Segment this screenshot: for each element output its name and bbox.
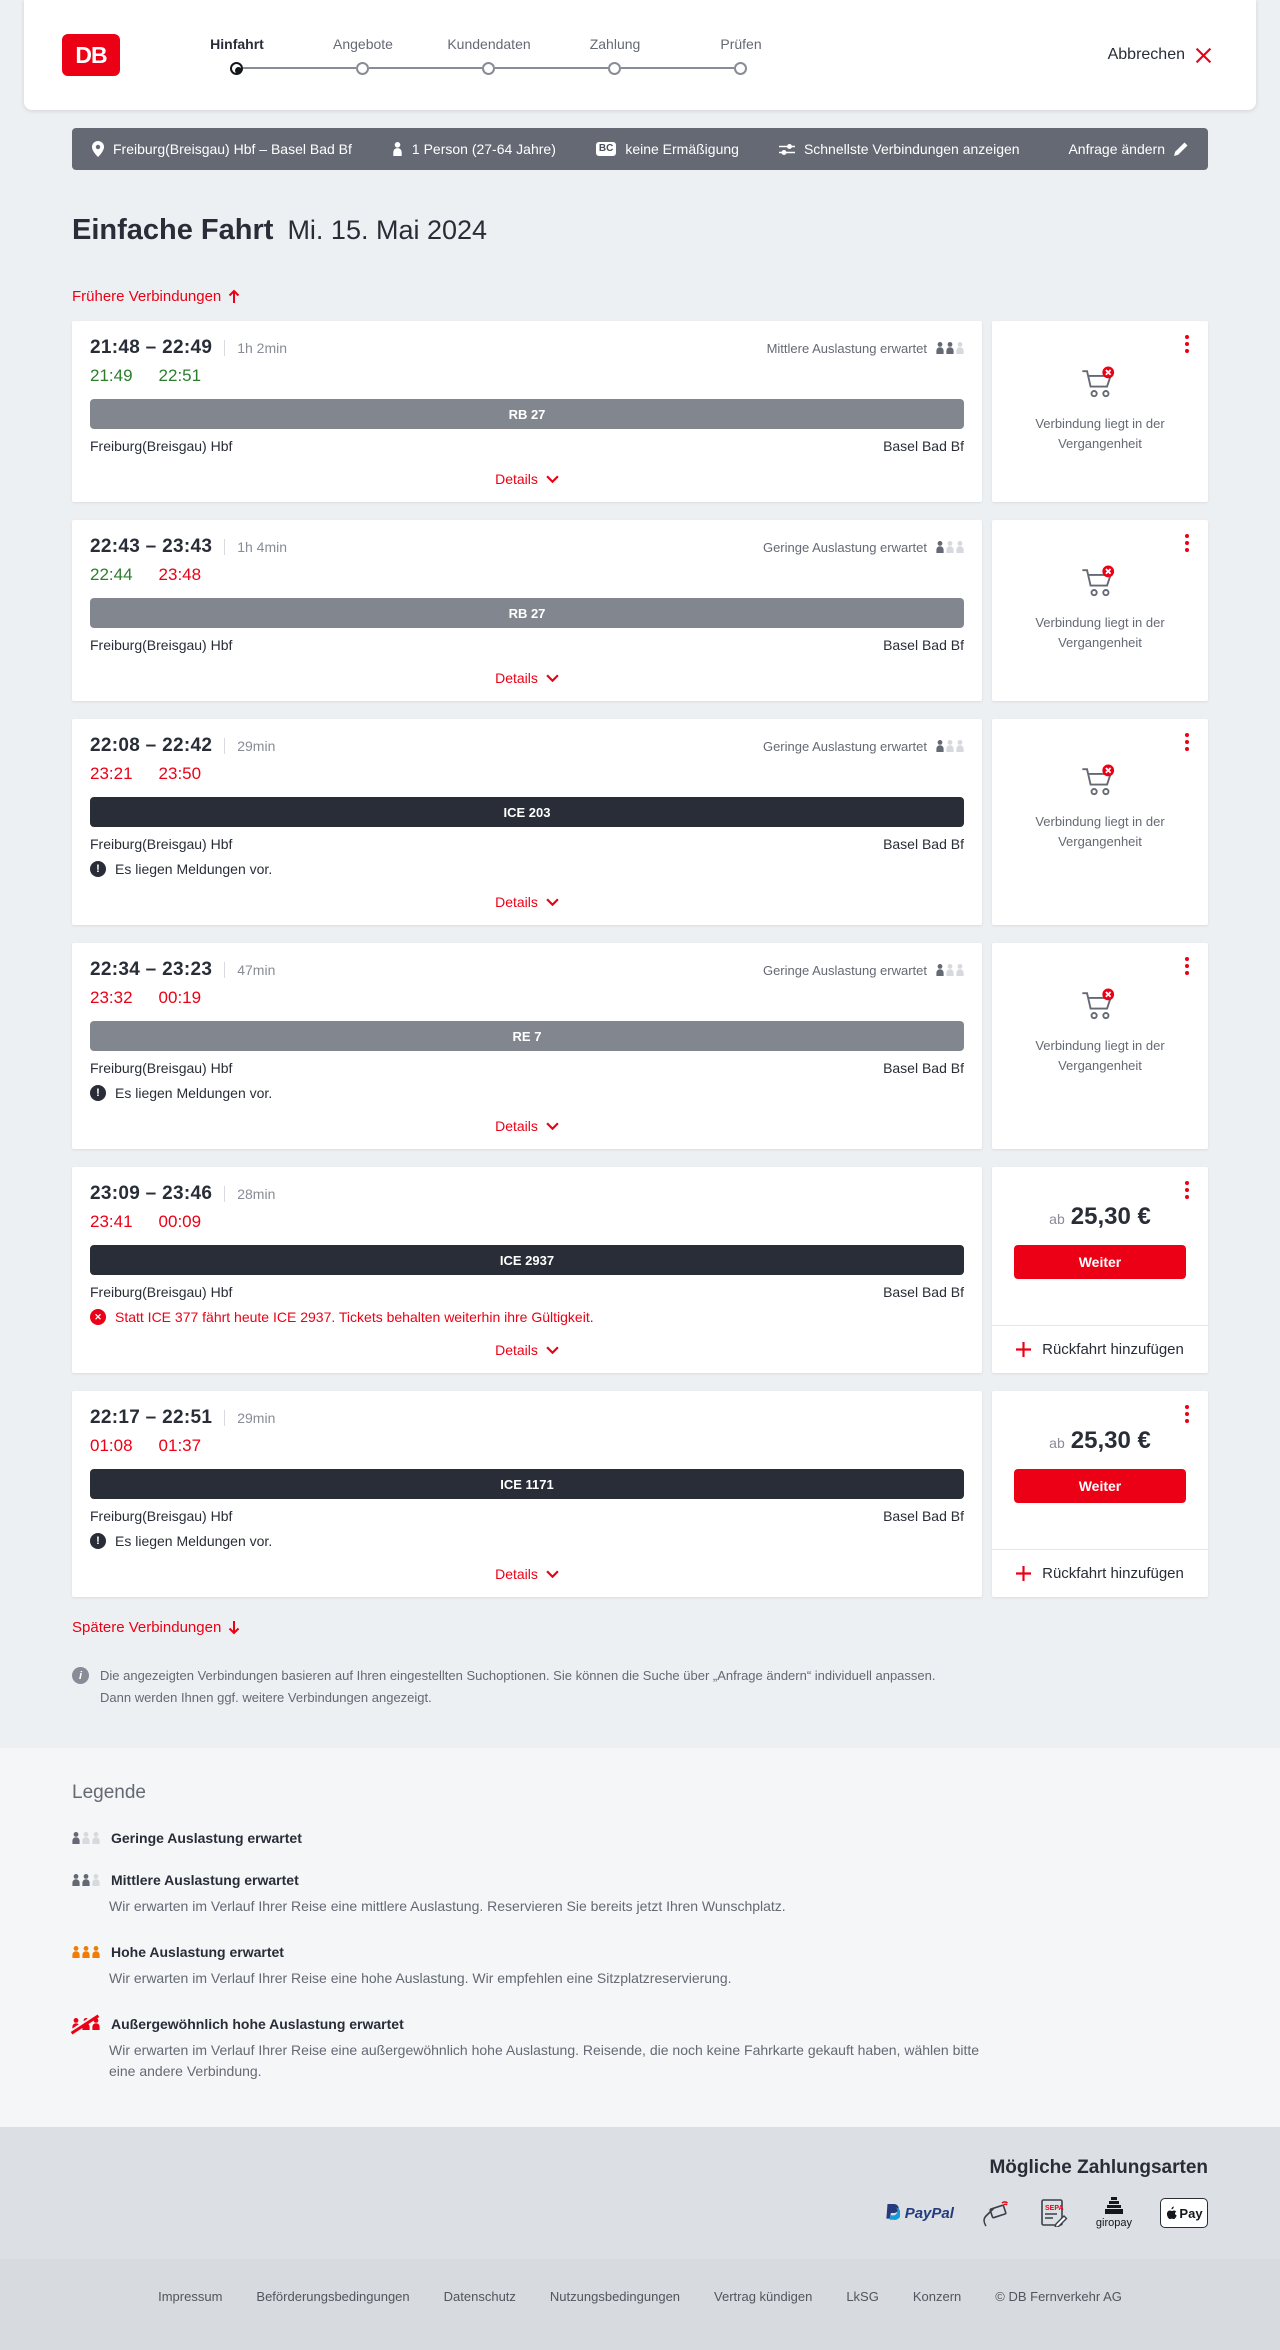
footer-link-konzern[interactable]: Konzern <box>912 2289 962 2305</box>
earlier-connections-label: Frühere Verbindungen <box>72 288 222 306</box>
realtime-departure: 23:32 <box>90 988 133 1008</box>
connection-side-panel <box>992 321 1208 502</box>
price-line <box>1049 1427 1151 1455</box>
info-icon <box>72 1667 89 1684</box>
train-bar: RE 7 <box>90 1021 964 1051</box>
occupancy-low-icon <box>936 541 964 553</box>
more-options-button[interactable] <box>1176 1401 1198 1427</box>
connection-side-panel <box>992 943 1208 1149</box>
connection-row <box>72 943 1208 1149</box>
results-main <box>0 214 1280 1748</box>
paypal-wordmark: PayPal <box>904 2204 954 2222</box>
realtime-departure: 22:44 <box>90 565 133 585</box>
chevron-down-icon <box>546 475 559 483</box>
occupancy-low-icon <box>936 740 964 752</box>
duration: 28min <box>237 1186 276 1203</box>
connection-card <box>72 943 982 1149</box>
separator <box>224 340 225 356</box>
app-header <box>24 0 1256 110</box>
legend-item-description: Wir erwarten im Verlauf Ihrer Reise eine außergewöhnlich hohe Auslastung. Reisende, die noch keine Fahrkarte gekauft haben, wählen bitte eine andere Verbindung. <box>109 2041 980 2080</box>
connection-times-row <box>90 959 964 981</box>
alert-error-icon <box>90 1309 106 1325</box>
more-options-button[interactable] <box>1176 530 1198 556</box>
more-options-button[interactable] <box>1176 1177 1198 1203</box>
realtime-arrival: 23:48 <box>158 565 202 585</box>
query-fastest-label: Schnellste Verbindungen anzeigen <box>803 141 1020 157</box>
duration: 1h 4min <box>237 539 288 556</box>
sepa-icon <box>1040 2199 1068 2227</box>
note-text: Die angezeigten Verbindungen basieren auf Ihren eingestellten Suchoptionen. Sie können die Suche über „Anfrage ändern“ individuell anpassen. Dann werden Ihnen ggf. weitere Verbindungen angezeigt. <box>100 1668 936 1705</box>
connection-message <box>90 861 964 877</box>
details-label: Details <box>495 1342 538 1359</box>
footer-link-befoerderungsbedingungen[interactable]: Beförderungsbedingungen <box>256 2289 410 2305</box>
separator <box>224 539 225 555</box>
bahncard-icon: BC <box>596 142 616 156</box>
connection-row <box>72 321 1208 502</box>
legend-item-label: Geringe Auslastung erwartet <box>111 1830 302 1847</box>
legend-item-head <box>72 2016 1208 2032</box>
cart-unavailable-icon <box>1080 987 1120 1023</box>
connection-times-row <box>90 735 964 757</box>
past-message: Verbindung liegt in der Vergangenheit <box>1035 615 1165 650</box>
sliders-icon <box>779 143 795 156</box>
legend-section <box>0 1748 1280 2127</box>
details-label: Details <box>495 471 538 488</box>
page-footer <box>0 2259 1280 2350</box>
planned-times: 22:17 – 22:51 <box>90 1407 213 1429</box>
stations-row <box>90 1508 964 1524</box>
connection-side-panel <box>992 719 1208 925</box>
cart-unavailable-icon <box>1080 365 1120 401</box>
offer-side-panel <box>992 1167 1208 1373</box>
plus-icon <box>1016 1566 1031 1581</box>
planned-times: 21:48 – 22:49 <box>90 337 213 359</box>
details-label: Details <box>495 894 538 911</box>
legend-title: Legende <box>72 1782 146 1804</box>
query-route-label: Freiburg(Breisgau) Hbf – Basel Bad Bf <box>113 141 352 157</box>
giropay-icon <box>1096 2197 1132 2229</box>
details-button[interactable] <box>495 887 559 917</box>
details-button[interactable] <box>495 1111 559 1141</box>
more-options-button[interactable] <box>1176 953 1198 979</box>
weiter-button[interactable]: Weiter <box>1014 1245 1186 1279</box>
realtime-row <box>90 1436 964 1456</box>
planned-times: 22:34 – 23:23 <box>90 959 213 981</box>
origin-station: Freiburg(Breisgau) Hbf <box>90 637 233 654</box>
connection-row <box>72 1391 1208 1597</box>
pencil-icon <box>1174 142 1188 156</box>
footer-link-datenschutz[interactable]: Datenschutz <box>443 2289 516 2305</box>
origin-station: Freiburg(Breisgau) Hbf <box>90 1284 233 1301</box>
step-connector <box>621 67 734 69</box>
realtime-departure: 21:49 <box>90 366 133 386</box>
destination-station: Basel Bad Bf <box>883 1284 964 1301</box>
destination-station: Basel Bad Bf <box>883 1060 964 1077</box>
legend-item-head <box>72 1944 1208 1960</box>
connection-times-row <box>90 1183 964 1205</box>
legend-item <box>72 1830 1208 1846</box>
legend-item-head <box>72 1830 1208 1846</box>
connection-times-row <box>90 536 964 558</box>
past-content <box>992 763 1208 851</box>
realtime-arrival: 00:19 <box>158 988 202 1008</box>
change-request-button[interactable] <box>1068 141 1188 157</box>
connection-card <box>72 1391 982 1597</box>
location-pin-icon <box>92 141 104 157</box>
step-zahlung: Zahlung <box>589 35 641 52</box>
legend-item-description: Wir erwarten im Verlauf Ihrer Reise eine hohe Auslastung. Wir empfehlen eine Sitzplatzreservierung. <box>109 1970 732 1986</box>
connection-card <box>72 520 982 701</box>
cart-unavailable-icon <box>1080 564 1120 600</box>
footer-link-lksg[interactable]: LkSG <box>846 2289 879 2305</box>
price-line <box>1049 1203 1151 1231</box>
query-route <box>92 141 352 157</box>
connection-message <box>90 1085 964 1101</box>
step-hinfahrt: Hinfahrt <box>210 35 264 52</box>
connection-alert <box>90 1309 964 1325</box>
destination-station: Basel Bad Bf <box>883 836 964 853</box>
add-return-label: Rückfahrt hinzufügen <box>1042 1565 1184 1583</box>
footer-link-nutzungsbedingungen[interactable]: Nutzungsbedingungen <box>549 2289 681 2305</box>
occupancy-low-icon <box>72 1832 100 1844</box>
price-value: 25,30 € <box>1070 1427 1151 1455</box>
realtime-arrival: 00:09 <box>158 1212 202 1232</box>
trip-date: Mi. 15. Mai 2024 <box>287 215 488 245</box>
connection-card <box>72 1167 982 1373</box>
past-content <box>992 987 1208 1075</box>
step-angebote: Angebote <box>333 35 393 52</box>
message-text: Es liegen Meldungen vor. <box>115 1533 273 1550</box>
separator <box>224 738 225 754</box>
planned-times: 22:08 – 22:42 <box>90 735 213 757</box>
add-return-button[interactable] <box>992 1549 1208 1597</box>
realtime-row <box>90 565 964 585</box>
destination-station: Basel Bad Bf <box>883 637 964 654</box>
past-content <box>992 564 1208 652</box>
later-connections-label: Spätere Verbindungen <box>72 1619 222 1637</box>
origin-station: Freiburg(Breisgau) Hbf <box>90 836 233 853</box>
footer-copyright: © DB Fernverkehr AG <box>995 2289 1122 2305</box>
sepa-wordmark: SEPA <box>1044 2205 1064 2213</box>
occupancy-medium-icon <box>72 1874 100 1886</box>
page-title <box>72 214 1208 247</box>
origin-station: Freiburg(Breisgau) Hbf <box>90 1060 233 1077</box>
payments-section <box>0 2127 1280 2259</box>
query-discount <box>596 141 739 157</box>
occupancy-indicator <box>763 540 964 555</box>
creditcard-icon <box>982 2199 1012 2227</box>
step-pruefen: Prüfen <box>720 35 762 52</box>
chevron-down-icon <box>546 1570 559 1578</box>
alert-info-icon <box>90 1085 106 1101</box>
query-discount-label: keine Ermäßigung <box>625 141 739 157</box>
occupancy-indicator <box>763 963 964 978</box>
change-request-label: Anfrage ändern <box>1068 141 1165 157</box>
step-connector <box>369 67 482 69</box>
realtime-row <box>90 366 964 386</box>
connection-message <box>90 1533 964 1549</box>
duration: 29min <box>237 1410 276 1427</box>
connection-card <box>72 719 982 925</box>
connection-row <box>72 1167 1208 1373</box>
train-bar: RB 27 <box>90 598 964 628</box>
trip-type: Einfache Fahrt <box>72 214 274 246</box>
step-dot-icon <box>734 62 747 75</box>
more-options-button[interactable] <box>1176 331 1198 357</box>
stepper-track <box>174 62 804 75</box>
search-options-note <box>72 1665 952 1748</box>
details-button[interactable] <box>495 663 559 693</box>
legend-item <box>72 1872 1208 1918</box>
details-button[interactable] <box>495 464 559 494</box>
occupancy-low-icon <box>936 964 964 976</box>
stations-row <box>90 1060 964 1076</box>
step-dot-icon <box>482 62 495 75</box>
separator <box>224 962 225 978</box>
connection-side-panel <box>992 520 1208 701</box>
occupancy-label: Geringe Auslastung erwartet <box>762 539 927 555</box>
chevron-down-icon <box>546 1122 559 1130</box>
realtime-row <box>90 764 964 784</box>
details-button[interactable] <box>495 1559 559 1589</box>
alert-info-icon <box>90 1533 106 1549</box>
more-options-button[interactable] <box>1176 729 1198 755</box>
train-bar: ICE 2937 <box>90 1245 964 1275</box>
message-text: Es liegen Meldungen vor. <box>115 861 273 878</box>
separator <box>224 1410 225 1426</box>
occupancy-indicator <box>767 341 964 356</box>
duration: 47min <box>237 962 276 979</box>
add-return-label: Rückfahrt hinzufügen <box>1042 1341 1184 1359</box>
occupancy-medium-icon <box>936 342 964 354</box>
price-prefix: ab <box>1049 1435 1065 1452</box>
weiter-button[interactable]: Weiter <box>1014 1469 1186 1503</box>
earlier-connections-link[interactable] <box>72 288 240 305</box>
query-summary-bar <box>72 128 1208 170</box>
price-prefix: ab <box>1049 1211 1065 1228</box>
stepper-labels <box>174 36 804 52</box>
train-bar: ICE 203 <box>90 797 964 827</box>
applepay-icon <box>1160 2198 1208 2228</box>
realtime-departure: 01:08 <box>90 1436 133 1456</box>
planned-times: 22:43 – 23:43 <box>90 536 213 558</box>
details-label: Details <box>495 670 538 687</box>
price-value: 25,30 € <box>1070 1203 1151 1231</box>
separator <box>224 1186 225 1202</box>
legend-item-label: Außergewöhnlich hohe Auslastung erwartet <box>111 2015 404 2032</box>
later-connections-link[interactable] <box>72 1619 240 1636</box>
booking-stepper <box>174 36 804 75</box>
legend-item <box>72 2016 1208 2083</box>
legend-item-label: Mittlere Auslastung erwartet <box>111 1872 299 1889</box>
message-text: Es liegen Meldungen vor. <box>115 1085 273 1102</box>
past-message: Verbindung liegt in der Vergangenheit <box>1035 1038 1165 1073</box>
step-kundendaten: Kundendaten <box>447 35 531 52</box>
arrow-down-icon <box>228 1620 240 1635</box>
cart-unavailable-icon <box>1080 763 1120 799</box>
duration: 1h 2min <box>237 340 288 357</box>
stations-row <box>90 1284 964 1300</box>
query-passengers <box>392 141 556 157</box>
giropay-wordmark: giropay <box>1095 2217 1132 2230</box>
details-label: Details <box>495 1566 538 1583</box>
step-dot-icon <box>608 62 621 75</box>
legend-item <box>72 1944 1208 1990</box>
connection-card <box>72 321 982 502</box>
details-label: Details <box>495 1118 538 1135</box>
chevron-down-icon <box>546 898 559 906</box>
paypal-icon <box>884 2204 954 2222</box>
stations-row <box>90 637 964 653</box>
past-content <box>992 365 1208 453</box>
footer-links <box>40 2289 1240 2304</box>
close-icon <box>1195 47 1212 64</box>
alert-text: Statt ICE 377 fährt heute ICE 2937. Tickets behalten weiterhin ihre Gültigkeit. <box>115 1309 594 1326</box>
step-dot-icon <box>356 62 369 75</box>
occupancy-indicator <box>763 739 964 754</box>
applepay-wordmark: Pay <box>1179 2205 1203 2221</box>
connection-row <box>72 520 1208 701</box>
train-bar: ICE 1171 <box>90 1469 964 1499</box>
origin-station: Freiburg(Breisgau) Hbf <box>90 438 233 455</box>
db-logo <box>62 34 120 76</box>
destination-station: Basel Bad Bf <box>883 438 964 455</box>
step-connector <box>495 67 608 69</box>
query-fastest-filter <box>779 141 1020 157</box>
realtime-arrival: 22:51 <box>158 366 202 386</box>
person-icon <box>392 142 403 156</box>
realtime-arrival: 01:37 <box>158 1436 202 1456</box>
query-passengers-label: 1 Person (27-64 Jahre) <box>411 141 556 157</box>
stations-row <box>90 438 964 454</box>
payments-title: Mögliche Zahlungsarten <box>989 2157 1208 2179</box>
realtime-row <box>90 1212 964 1232</box>
origin-station: Freiburg(Breisgau) Hbf <box>90 1508 233 1525</box>
connection-row <box>72 719 1208 925</box>
connection-times-row <box>90 337 964 359</box>
alert-info-icon <box>90 861 106 877</box>
realtime-departure: 23:21 <box>90 764 133 784</box>
offer-side-panel <box>992 1391 1208 1597</box>
occupancy-label: Geringe Auslastung erwartet <box>762 738 927 754</box>
occupancy-label: Mittlere Auslastung erwartet <box>766 340 927 356</box>
arrow-up-icon <box>228 289 240 304</box>
footer-link-impressum[interactable]: Impressum <box>158 2289 223 2305</box>
past-message: Verbindung liegt in der Vergangenheit <box>1035 416 1165 451</box>
details-button[interactable] <box>495 1335 559 1365</box>
legend-item-head <box>72 1872 1208 1888</box>
chevron-down-icon <box>546 674 559 682</box>
occupancy-label: Geringe Auslastung erwartet <box>762 962 927 978</box>
realtime-departure: 23:41 <box>90 1212 133 1232</box>
plus-icon <box>1016 1342 1031 1357</box>
cancel-button[interactable] <box>1102 45 1218 65</box>
planned-times: 23:09 – 23:46 <box>90 1183 213 1205</box>
legend-item-description: Wir erwarten im Verlauf Ihrer Reise eine mittlere Auslastung. Reservieren Sie bereits jetzt Ihren Wunschplatz. <box>109 1898 786 1915</box>
realtime-arrival: 23:50 <box>158 764 202 784</box>
add-return-button[interactable] <box>992 1325 1208 1373</box>
payment-methods-row <box>72 2197 1208 2229</box>
step-dot-active-icon <box>230 62 243 75</box>
footer-link-vertrag-kuendigen[interactable]: Vertrag kündigen <box>714 2289 813 2305</box>
destination-station: Basel Bad Bf <box>883 1508 964 1525</box>
occupancy-exceptional-icon <box>72 2018 100 2030</box>
duration: 29min <box>237 738 276 755</box>
past-message: Verbindung liegt in der Vergangenheit <box>1035 814 1165 849</box>
occupancy-high-icon <box>72 1946 100 1958</box>
stations-row <box>90 836 964 852</box>
train-bar: RB 27 <box>90 399 964 429</box>
chevron-down-icon <box>546 1346 559 1354</box>
db-logo-text: DB <box>75 41 107 68</box>
step-connector <box>243 67 356 69</box>
connection-times-row <box>90 1407 964 1429</box>
cancel-label: Abbrechen <box>1107 46 1185 63</box>
legend-item-label: Hohe Auslastung erwartet <box>111 1944 284 1960</box>
realtime-row <box>90 988 964 1008</box>
